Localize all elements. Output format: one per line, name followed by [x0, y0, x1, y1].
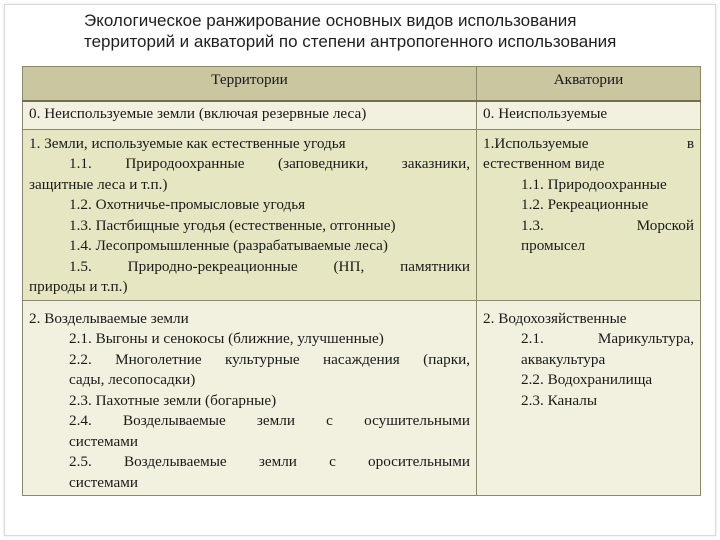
list-item-text: Марикультура,: [597, 330, 694, 347]
list-item: 2.3. Каналы: [521, 391, 598, 409]
ranking-table: [22, 66, 701, 496]
list-item: 2.5. Возделываемые земли с оросительными: [69, 453, 470, 470]
table-row: [23, 101, 701, 129]
cell-water-0: 0. Неиспользуемые: [477, 101, 701, 129]
table-header-row: [23, 67, 701, 102]
list-item-text: 2.1.: [521, 330, 544, 347]
list-item: [483, 134, 694, 155]
list-item-text: 1.3.: [521, 216, 544, 234]
table-row: [23, 300, 701, 496]
list-item-continuation: естественном виде: [483, 155, 605, 172]
list-item: 1.1. Природоохранные: [521, 175, 667, 193]
cell-territories-0: 0. Неиспользуемые земли (включая резервные леса): [23, 101, 477, 129]
list-item: 2.1. Выгоны и сенокосы (ближние, улучшенные): [69, 330, 384, 347]
list-item: 2.3. Пахотные земли (богарные): [69, 391, 277, 409]
title-line-2: территорий и акваторий по степени антропогенного использования: [84, 32, 617, 51]
list-item-continuation: защитные леса и т.п.): [29, 175, 168, 193]
list-item: 2. Возделываемые земли: [29, 309, 189, 327]
list-item: 2.2. Водохранилища: [521, 371, 653, 388]
cell-territories-1: [23, 129, 477, 300]
list-item: 1. Земли, используемые как естественные угодья: [29, 134, 346, 152]
list-item: 1.1. Природоохранные (заповедники, заказники,: [69, 155, 470, 172]
list-item-continuation: аквакультура: [521, 350, 606, 368]
cell-water-2: [477, 300, 701, 496]
list-item: 1.2. Охотничье-промысловые угодья: [69, 196, 306, 213]
list-item-text: 1.Используемые: [483, 134, 589, 152]
list-item: [483, 329, 694, 350]
cell-water-1: [477, 129, 701, 300]
list-item-continuation: системами: [69, 473, 138, 491]
list-item: 1.2. Рекреационные: [521, 196, 649, 213]
list-item-continuation: системами: [69, 432, 138, 450]
list-item-continuation: промысел: [521, 237, 586, 254]
list-item-text: в: [686, 134, 694, 152]
header-territories: Территории: [23, 67, 477, 102]
list-item: 2.4. Возделываемые земли с осушительными: [69, 412, 470, 429]
list-item-continuation: природы и т.п.): [29, 278, 128, 295]
list-item: 1.3. Пастбищные угодья (естественные, отгонные): [69, 216, 396, 234]
header-water-areas: Акватории: [477, 67, 701, 102]
list-item: [483, 216, 694, 237]
cell-territories-2: [23, 300, 477, 496]
list-item-continuation: сады, лесопосадки): [69, 371, 196, 388]
list-item: 2. Водохозяйственные: [483, 309, 627, 327]
table-row: [23, 129, 701, 300]
list-item: 1.5. Природно-рекреационные (НП, памятники: [69, 257, 470, 275]
title-line-1: Экологическое ранжирование основных видов использования: [84, 11, 577, 30]
list-item: 2.2. Многолетние культурные насаждения (парки,: [69, 350, 470, 368]
list-item-text: Морской: [636, 216, 694, 234]
list-item: 1.4. Лесопромышленные (разрабатываемые леса): [69, 237, 388, 254]
slide-title: [84, 10, 684, 52]
